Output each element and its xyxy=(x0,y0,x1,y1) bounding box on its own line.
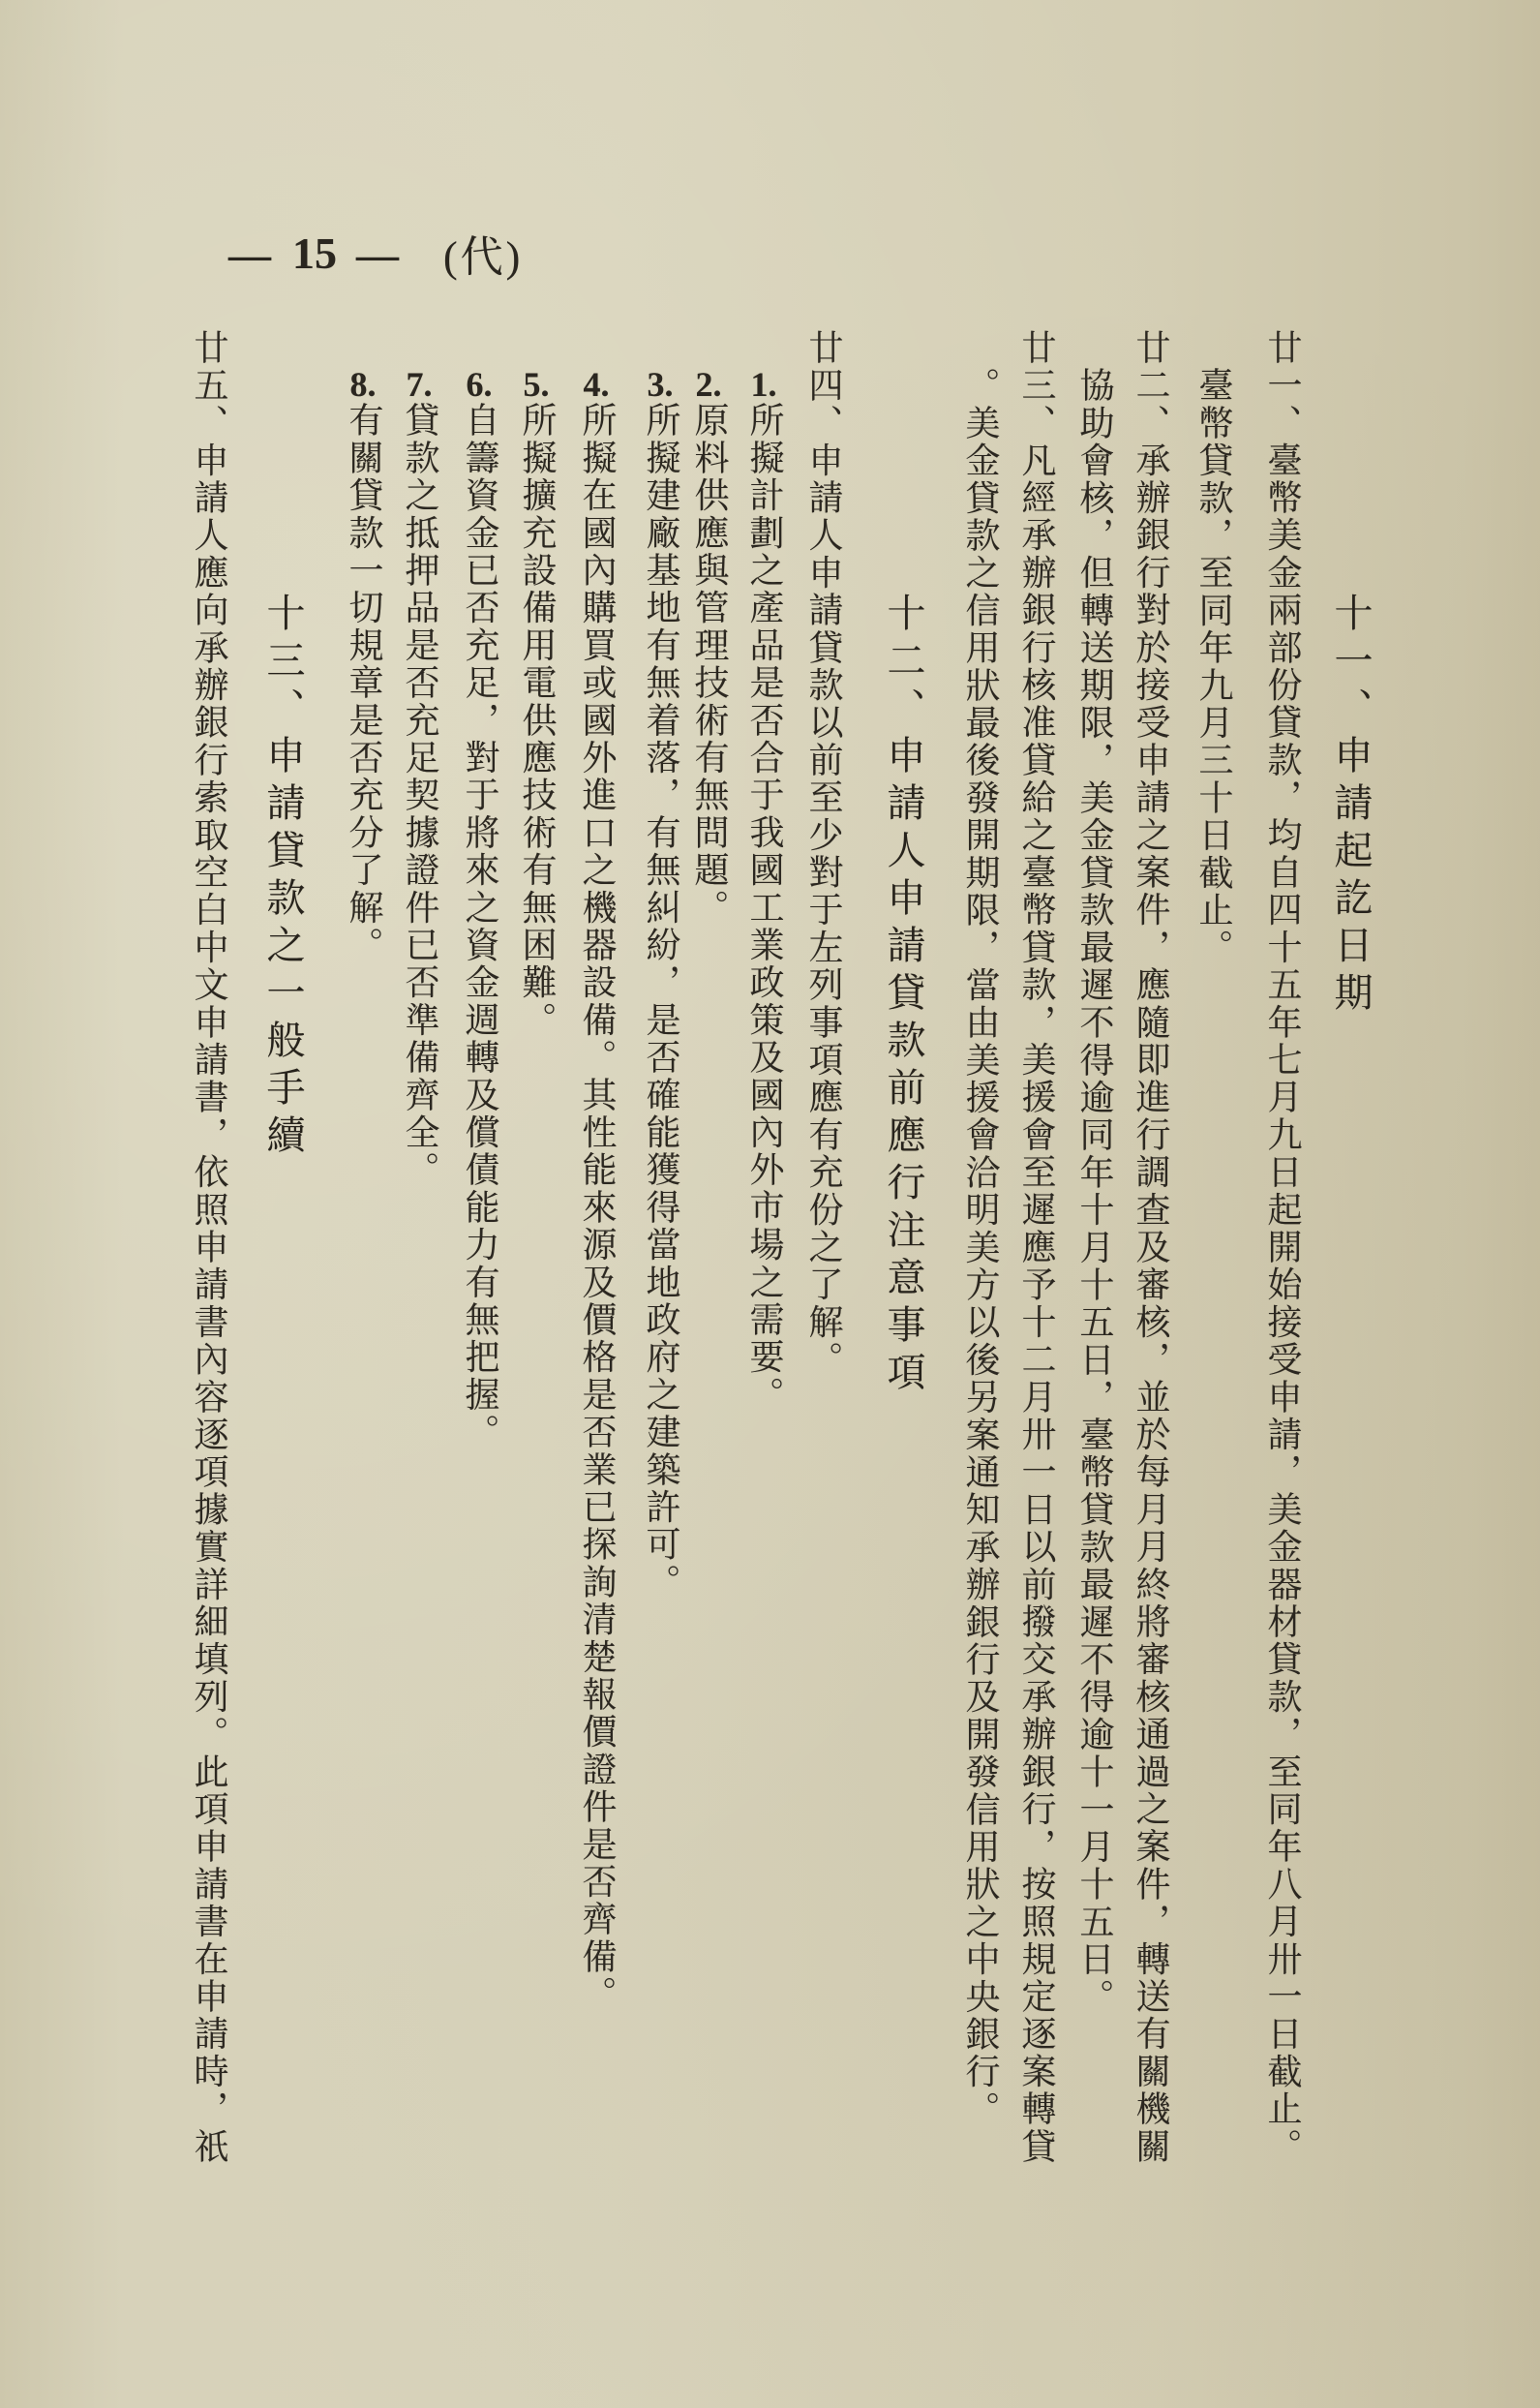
clause-number: 廿四、 xyxy=(803,329,843,442)
clause-21-column-1 xyxy=(1262,329,1302,2166)
page-number-dash-left: — xyxy=(228,231,271,279)
list-item-number: 7. xyxy=(406,367,433,402)
clause-25-column-1 xyxy=(191,329,226,2165)
list-item-text: 原料供應與管理技術有無問題。 xyxy=(689,402,729,927)
clause-text: 申請人申請貸款以前至少對于左列事項應有充份之了解。 xyxy=(803,442,843,1379)
list-item-text: 有關貸款一切規章是否充分了解。 xyxy=(344,402,383,964)
page-number: 15 xyxy=(292,229,337,278)
clause-22-column-1 xyxy=(1131,329,1170,2166)
list-item-number: 5. xyxy=(523,367,550,402)
list-item-text: 所擬計劃之產品是否合于我國工業政策及國內外市場之需要。 xyxy=(744,402,784,1414)
clause-text: 申請人應向承辦銀行索取空白中文申請書，依照申請書內容逐項據實詳細填列。此項申請書在申請時，祇 xyxy=(189,442,228,2166)
clause-number: 廿二、 xyxy=(1131,329,1170,442)
clause-number: 廿五、 xyxy=(189,329,228,442)
list-item-text: 所擬在國內購買或國外進口之機器設備。其性能來源及價格是否業已探詢清楚報價證件是否齊備。 xyxy=(577,402,617,2014)
list-item-1 xyxy=(744,367,784,1414)
list-item-2 xyxy=(689,367,729,927)
clause-24-column-1 xyxy=(803,329,843,1379)
section-heading-12: 十二、申請人申請貸款前應行注意事項 xyxy=(881,593,925,1399)
list-item-number: 1. xyxy=(750,367,777,402)
page-number-dash-right: — xyxy=(356,231,399,279)
list-item-7 xyxy=(402,367,437,1189)
page-marker: (代) xyxy=(443,233,524,281)
clause-text: 承辦銀行對於接受申請之案件，應隨即進行調查及審核，並於每月月終將審核通過之案件，轉送有關機關 xyxy=(1131,442,1170,2166)
clause-22-column-2: 協助會核，但轉送期限，美金貸款最遲不得逾同年十月十五日，臺幣貸款最遲不得逾十一月十五日。 xyxy=(1074,367,1114,2016)
list-item-number: 2. xyxy=(695,367,722,402)
list-item-text: 所擬建廠基地有無着落，有無糾紛，是否確能獲得當地政府之建築許可。 xyxy=(641,402,680,1601)
clause-number: 廿三、 xyxy=(1016,329,1056,442)
clause-23-column-1 xyxy=(1016,329,1056,2166)
list-item-5 xyxy=(517,367,557,1039)
list-item-number: 3. xyxy=(647,367,674,402)
list-item-3 xyxy=(643,367,678,1600)
section-heading-11: 十一、申請起訖日期 xyxy=(1328,593,1373,1020)
list-item-text: 自籌資金已否充足，對于將來之資金週轉及償債能力有無把握。 xyxy=(460,402,499,1451)
list-item-number: 8. xyxy=(349,367,377,402)
clause-number: 廿一、 xyxy=(1262,329,1302,442)
list-item-text: 貸款之抵押品是否充足契據證件已否準備齊全。 xyxy=(400,402,439,1189)
list-item-number: 4. xyxy=(583,367,610,402)
list-item-number: 6. xyxy=(466,367,493,402)
clause-23-column-2: 。美金貸款之信用狀最後發開期限，當由美援會洽明美方以後另案通知承辦銀行及開發信用狀之中央銀行。 xyxy=(960,367,1000,2128)
list-item-text: 所擬擴充設備用電供應技術有無困難。 xyxy=(517,402,557,1039)
section-heading-13: 十三、申請貸款之一般手續 xyxy=(260,593,305,1162)
list-item-6 xyxy=(462,367,497,1451)
clause-text: 凡經承辦銀行核准貸給之臺幣貸款，美援會至遲應予十二月卅一日以前撥交承辦銀行，按照規定逐案轉貸 xyxy=(1016,442,1056,2166)
list-item-4 xyxy=(577,367,617,2014)
clause-21-column-2: 臺幣貸款，至同年九月三十日截止。 xyxy=(1193,367,1233,967)
list-item-8 xyxy=(344,367,383,964)
clause-text: 臺幣美金兩部份貸款，均自四十五年七月九日起開始接受申請，美金器材貸款，至同年八月卅一日截止。 xyxy=(1262,442,1302,2166)
